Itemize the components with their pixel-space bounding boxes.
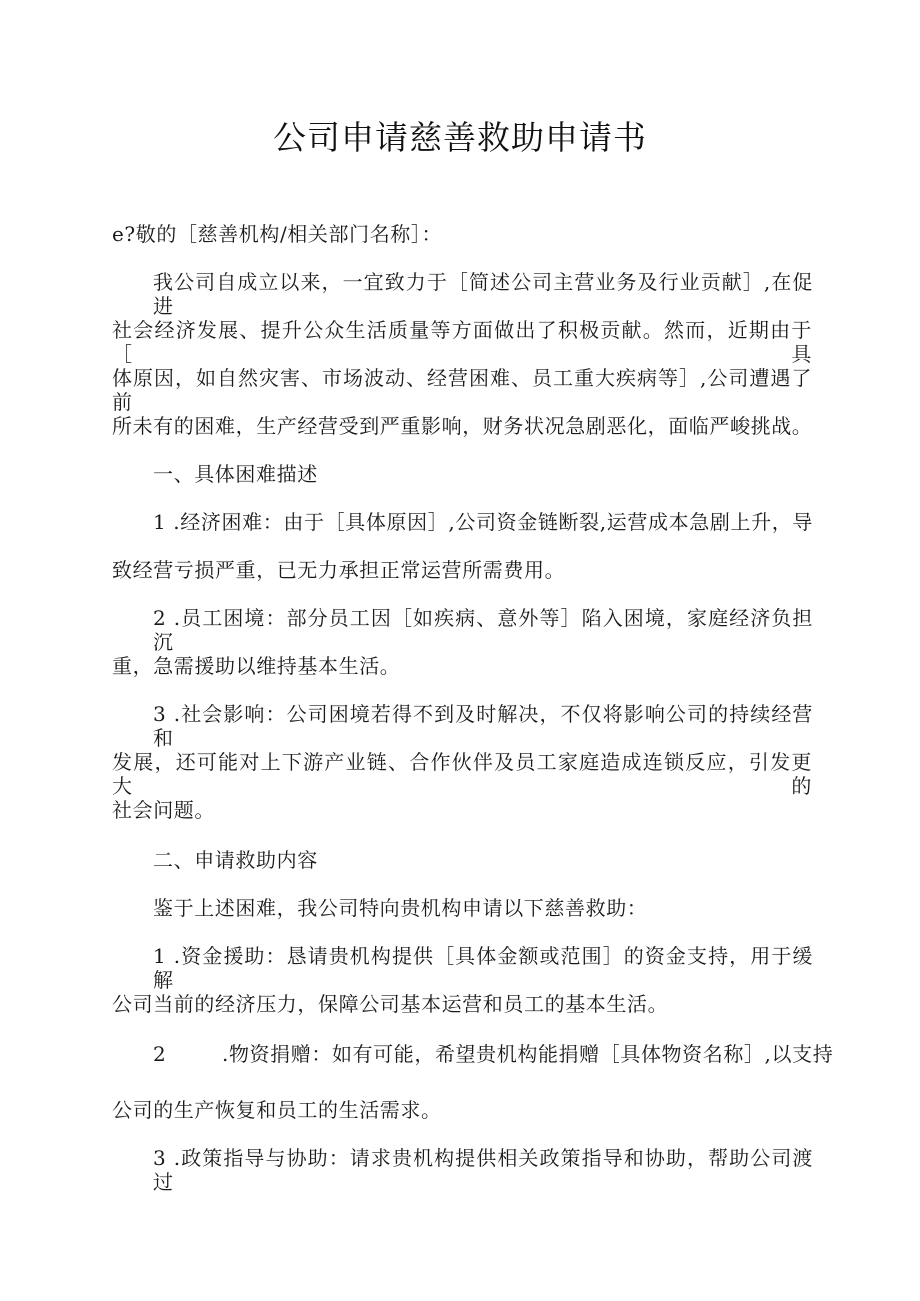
intro-line: 我公司自成立以来，一宜致力于［简述公司主营业务及行业贡献］,在促进: [153, 270, 813, 318]
difficulty-item-economic-cont: 致经营亏损严重，已无力承担正常运营所需费用。: [112, 558, 566, 582]
request-item-policy: 3 .政策指导与协助：请求贵机构提供相关政策指导和协助，帮助公司渡过: [153, 1146, 813, 1194]
intro-line: 体原因，如自然灾害、市场波动、经营困难、员工重大疾病等］,公司遭遇了前: [112, 366, 812, 414]
section-heading-difficulties: 一、具体困难描述: [153, 462, 318, 486]
request-item-funds-cont: 公司当前的经济压力，保障公司基本运营和员工的基本生活。: [112, 992, 669, 1016]
request-item-supplies-cont: 公司的生产恢复和员工的生活需求。: [112, 1098, 442, 1122]
difficulty-item-economic: 1 .经济困难：由于［具体原因］,公司资金链断裂,运营成本急剧上升，导: [153, 510, 813, 534]
difficulty-item-staff-cont: 重，急需援助以维持基本生活。: [112, 654, 401, 678]
difficulty-item-social: 3 .社会影响：公司困境若得不到及时解决，不仅将影响公司的持续经营和: [153, 702, 813, 750]
difficulty-item-social-cont: 社会问题。: [112, 798, 215, 822]
request-item-supplies: 2 .物资捐赠：如有可能，希望贵机构能捐赠［具体物资名称］,以支持: [153, 1042, 834, 1066]
section-heading-request: 二、申请救助内容: [153, 848, 318, 872]
request-item-funds: 1 .资金援助：恳请贵机构提供［具体金额或范围］的资金支持，用于缓解: [153, 944, 813, 992]
request-intro: 鉴于上述困难，我公司特向贵机构申请以下慈善救助：: [153, 896, 648, 920]
salutation: e?敬的［慈善机构/相关部门名称］：: [112, 222, 443, 246]
document-title: 公司申请慈善救助申请书: [273, 118, 647, 157]
intro-line: 社会经济发展、提升公众生活质量等方面做出了积极贡献。然而，近期由于［具: [112, 318, 812, 366]
difficulty-item-staff: 2 .员工困境：部分员工因［如疾病、意外等］陷入困境，家庭经济负担沉: [153, 606, 813, 654]
difficulty-item-social-cont: 发展，还可能对上下游产业链、合作伙伴及员工家庭造成连锁反应，引发更大的: [112, 750, 812, 798]
intro-line: 所未有的困难，生产经营受到严重影响，财务状况急剧恶化，面临严峻挑战。: [112, 414, 813, 438]
